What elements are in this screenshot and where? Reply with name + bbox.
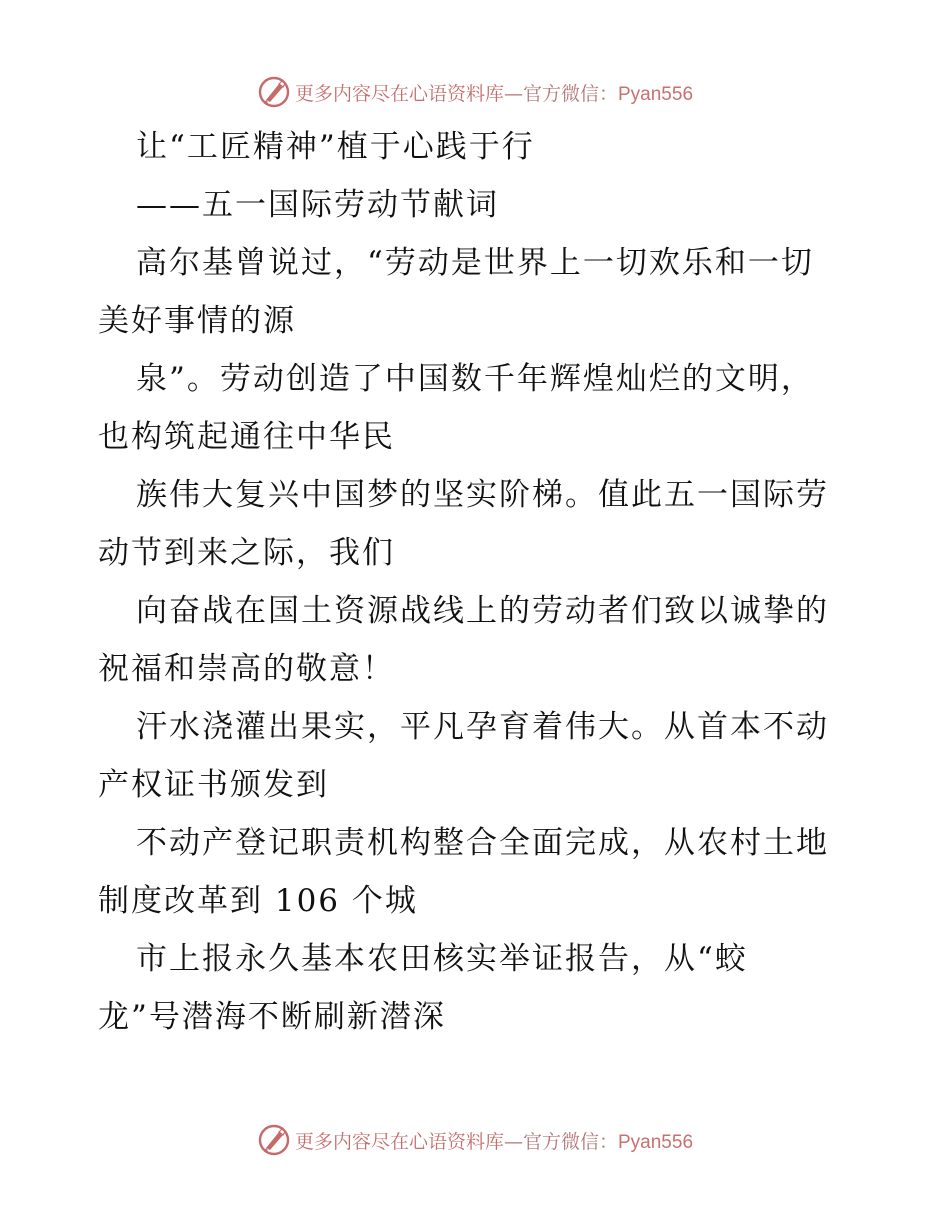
document-title: 让“工匠精神”植于心践于行 (136, 129, 535, 165)
paragraph-line: 美好事情的源 (98, 303, 296, 339)
paragraph-line: 市上报永久基本农田核实举证报告，从“蛟 (136, 941, 748, 977)
paragraph-line: 也构筑起通往中华民 (98, 419, 395, 455)
watermark-brand: 更多内容尽在心语资料库 (294, 82, 504, 105)
watermark-brand: 更多内容尽在心语资料库 (294, 1130, 504, 1153)
document-body (98, 118, 858, 1046)
paragraph-line: 制度改革到 106 个城 (98, 883, 418, 919)
paragraph-line: 泉”。劳动创造了中国数千年辉煌灿烂的文明， (136, 361, 814, 397)
watermark-tail: —官方微信： (503, 82, 618, 105)
paragraph-line: 产权证书颁发到 (98, 767, 329, 803)
paragraph-line: 不动产登记职责机构整合全面完成，从农村土地 (136, 825, 829, 861)
quill-pen-logo-icon (257, 1123, 291, 1157)
paragraph-line: 向奋战在国土资源战线上的劳动者们致以诚挚的 (136, 593, 829, 629)
watermark-wechat-id: Pyan556 (618, 83, 694, 105)
paragraph-line: 动节到来之际，我们 (98, 535, 395, 571)
paragraph-line: 高尔基曾说过，“劳动是世界上一切欢乐和一切 (136, 245, 814, 281)
paragraph-line: 龙”号潜海不断刷新潜深 (98, 999, 446, 1035)
paragraph-line: 族伟大复兴中国梦的坚实阶梯。值此五一国际劳 (136, 477, 829, 513)
quill-pen-logo-icon (257, 75, 291, 109)
watermark-text (295, 1127, 693, 1154)
paragraph-line: 祝福和崇高的敬意！ (98, 651, 395, 687)
footer-watermark (0, 1120, 950, 1160)
watermark-tail: —官方微信： (503, 1130, 618, 1153)
watermark-text (295, 79, 693, 106)
watermark-wechat-id: Pyan556 (618, 1131, 694, 1153)
header-watermark (0, 72, 950, 112)
document-subtitle: ——五一国际劳动节献词 (136, 187, 499, 223)
paragraph-line: 汗水浇灌出果实，平凡孕育着伟大。从首本不动 (136, 709, 829, 745)
